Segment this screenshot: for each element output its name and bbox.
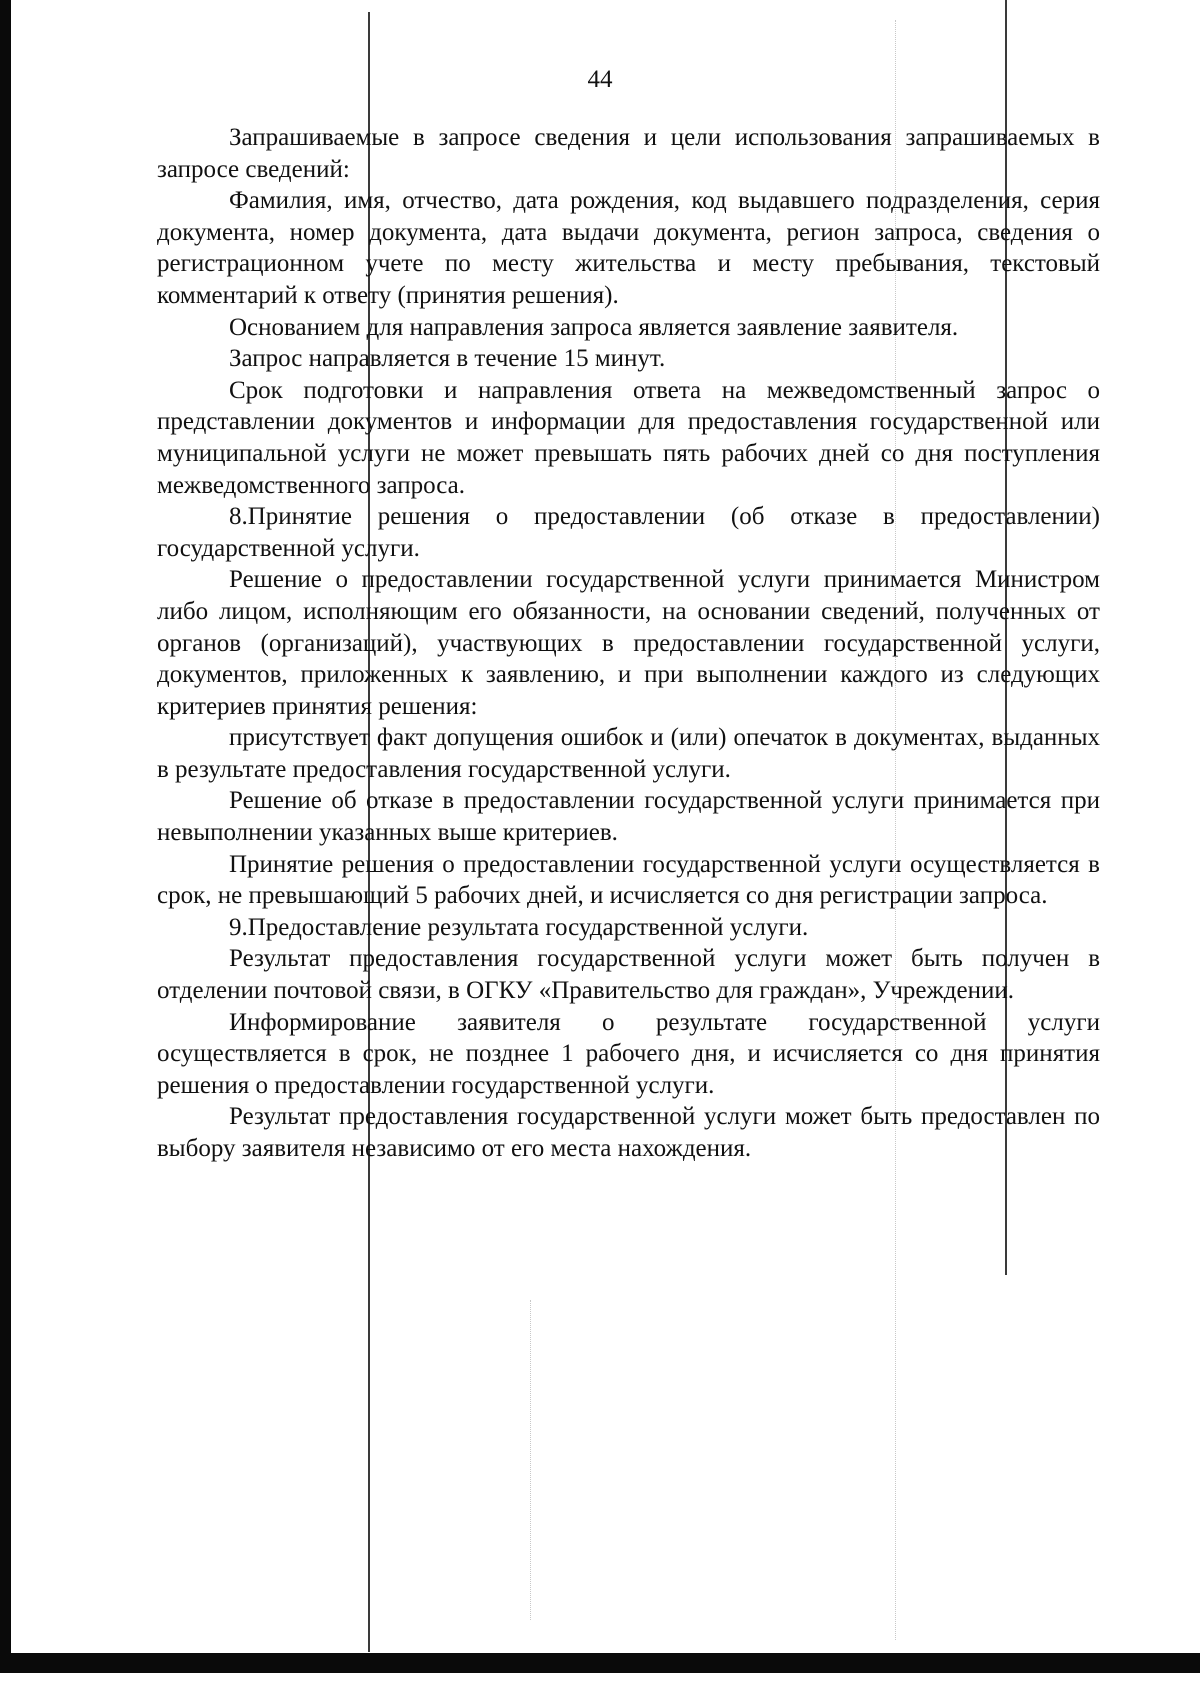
scan-border-left (0, 0, 11, 1658)
paragraph: Срок подготовки и направления ответа на межведомственный запрос о представлении документов и информации для предоставления государственной или муниципальной услуги не может превышать пять рабочих дней со дня поступления межведомственного запроса. (157, 376, 1100, 499)
criterion-item: присутствует факт допущения ошибок и (или) опечаток в документах, выданных в результате предоставления государственной услуги. (157, 724, 1100, 783)
section-heading: 9.Предоставление результата государственной услуги. (229, 913, 809, 941)
document-body (157, 122, 1100, 1165)
section-heading: 8.Принятие решения о предоставлении (об отказе в предоставлении) государственной услуги. (157, 503, 1100, 562)
paragraph: Фамилия, имя, отчество, дата рождения, код выдавшего подразделения, серия документа, номер документа, дата выдачи документа, регион запроса, сведения о регистрационном учете по месту жительства и месту пребывания, текстовый комментарий к ответу (принятия решения). (157, 187, 1100, 309)
paragraph: Основанием для направления запроса является заявление заявителя. (229, 313, 959, 341)
paragraph: Решение об отказе в предоставлении государственной услуги принимается при невыполнении указанных выше критериев. (157, 787, 1100, 847)
page-number: 44 (587, 66, 613, 93)
paragraph: Запрашиваемые в запросе сведения и цели использования запрашиваемых в запросе сведений: (157, 124, 1100, 183)
paragraph: Принятие решения о предоставлении государственной услуги осуществляется в срок, не превышающий 5 рабочих дней, и исчисляется со дня регистрации запроса. (157, 850, 1100, 910)
paragraph: Результат предоставления государственной услуги может быть получен в отделении почтовой связи, в ОГКУ «Правительство для граждан», Учреждении. (157, 945, 1100, 1005)
paragraph: Запрос направляется в течение 15 минут. (229, 345, 666, 373)
paragraph: Результат предоставления государственной услуги может быть предоставлен по выбору заявителя независимо от его места нахождения. (157, 1103, 1100, 1162)
paragraph: Решение о предоставлении государственной услуги принимается Министром либо лицом, исполняющим его обязанности, на основании сведений, полученных от органов (организаций), участвующих в предоставлении государственной услуги, документов, приложенных к заявлению, и при выполнении каждого из следующих критериев принятия решения: (157, 566, 1100, 720)
scan-artifact-line (530, 1300, 531, 1620)
scan-border-bottom (0, 1653, 1200, 1673)
paragraph: Информирование заявителя о результате государственной услуги осуществляется в срок, не позднее 1 рабочего дня, и исчисляется со дня принятия решения о предоставлении государственной услуги. (157, 1008, 1100, 1099)
